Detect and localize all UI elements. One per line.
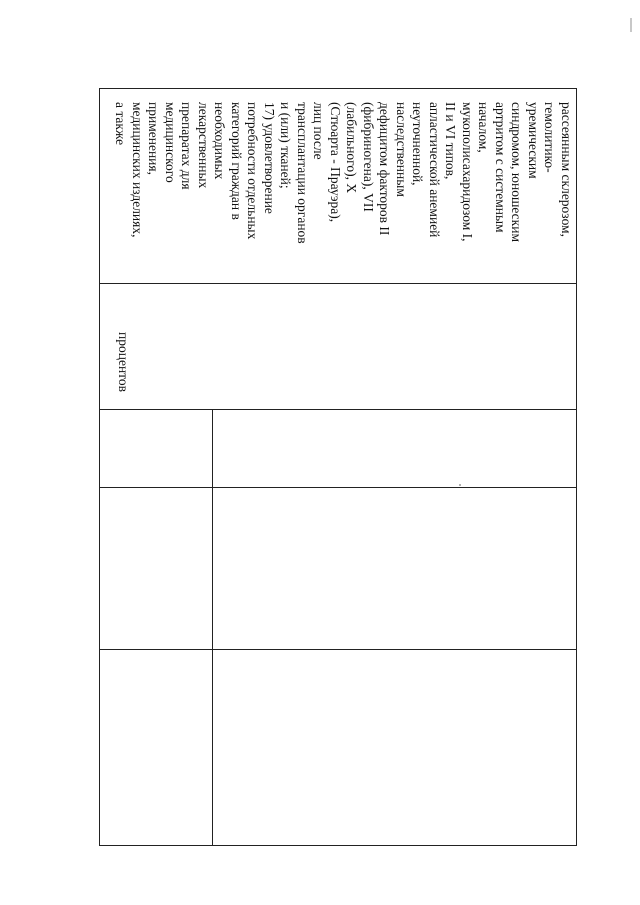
- description-line: неуточненной,: [410, 102, 426, 186]
- description-line: мукополисахаридозом I,: [460, 102, 475, 242]
- description-line: гемолитико-: [542, 102, 558, 173]
- row-divider: [100, 649, 576, 650]
- description-line: началом,: [476, 102, 492, 153]
- description-line: дефицитом факторов II: [377, 102, 393, 236]
- page-edge-mark: [630, 18, 632, 32]
- description-line: трансплантации органов: [295, 102, 310, 244]
- description-line: синдромом, юношеским: [509, 102, 525, 242]
- description-line: потребности отдельных: [245, 102, 261, 240]
- description-line: 17) удовлетворение: [262, 102, 277, 214]
- description-line: лекарственных: [196, 102, 211, 189]
- description-line: (лабильного), X: [344, 102, 360, 194]
- description-line: уремическим: [526, 102, 541, 179]
- description-line: артритом с системным: [493, 102, 508, 233]
- description-cell-text: [112, 102, 574, 244]
- description-line: а также: [113, 102, 129, 146]
- description-line: (Стюарта - Прауэра),: [328, 102, 343, 223]
- row-divider: [100, 487, 576, 488]
- row-divider: [100, 409, 576, 410]
- description-line: препаратах для: [179, 102, 195, 190]
- description-line: лиц после: [311, 102, 327, 160]
- description-line: необходимых: [212, 102, 228, 180]
- unit-cell-text: процентов: [116, 332, 131, 393]
- description-line: медицинского: [163, 102, 178, 183]
- scan-speck: [459, 484, 461, 486]
- description-line: и (или) тканей;: [278, 102, 294, 189]
- description-line: (фибриногена), VII: [361, 102, 376, 212]
- description-line: II и VI типов,: [443, 102, 459, 180]
- description-line: медицинских изделиях,: [130, 102, 145, 238]
- column-divider: [212, 409, 213, 845]
- description-line: категорий граждан в: [229, 102, 244, 220]
- row-divider: [100, 283, 576, 284]
- description-line: наследственным: [394, 102, 409, 197]
- description-line: апластической анемией: [427, 102, 442, 238]
- description-line: рассеянным склерозом,: [559, 102, 574, 237]
- description-line: применения,: [146, 102, 162, 175]
